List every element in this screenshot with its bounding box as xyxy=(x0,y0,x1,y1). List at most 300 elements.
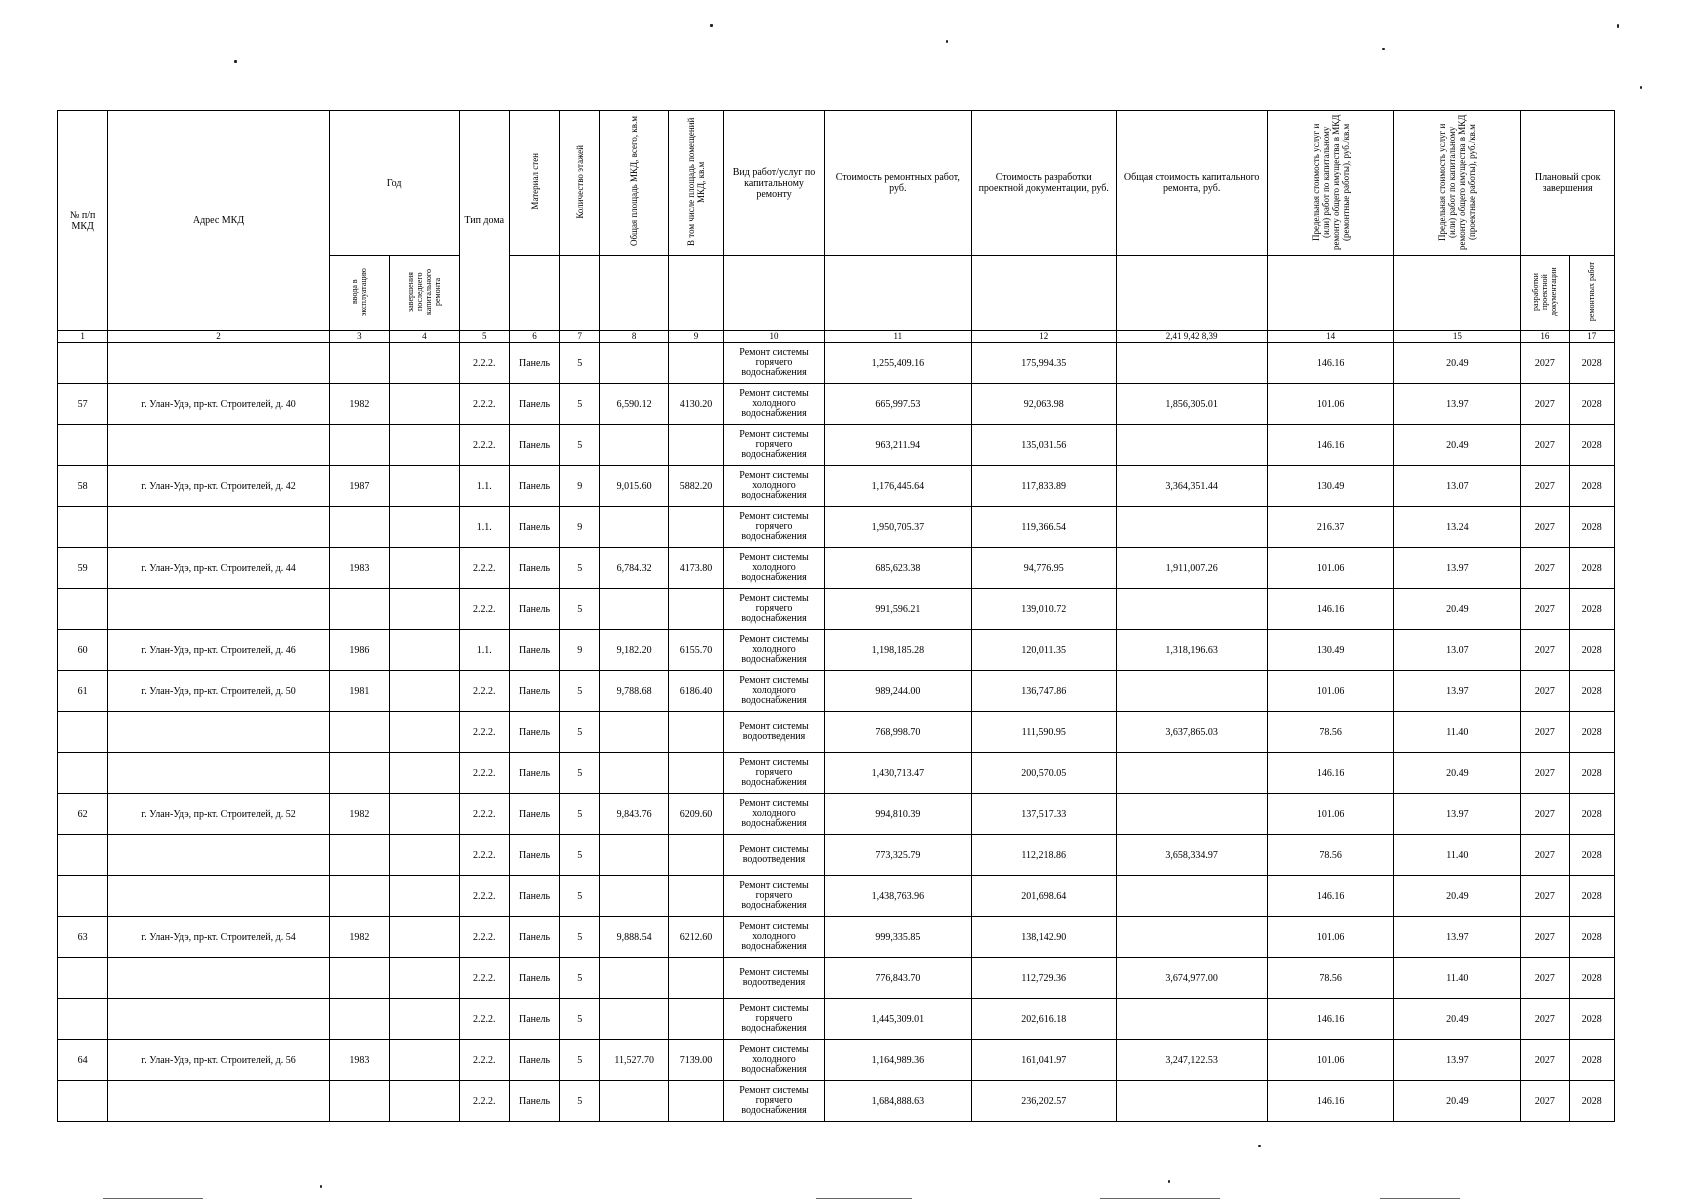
address-cell xyxy=(108,1081,329,1122)
total-cost-cell xyxy=(1116,917,1267,958)
deadline-repair-cell: 2028 xyxy=(1569,425,1614,466)
design-cost-cell: 202,616.18 xyxy=(971,999,1116,1040)
floor-count-cell: 5 xyxy=(560,671,600,712)
wall-material-cell: Панель xyxy=(509,753,559,794)
wall-material-cell: Панель xyxy=(509,835,559,876)
premises-area-cell xyxy=(668,876,723,917)
floor-count-cell: 5 xyxy=(560,589,600,630)
deadline-design-cell: 2027 xyxy=(1521,548,1569,589)
wall-material-cell: Панель xyxy=(509,425,559,466)
premises-area-cell: 4173.80 xyxy=(668,548,723,589)
address-cell: г. Улан-Удэ, пр-кт. Строителей, д. 46 xyxy=(108,630,329,671)
design-cost-cell: 201,698.64 xyxy=(971,876,1116,917)
work-type-cell: Ремонт системы холодного водоснабжения xyxy=(724,466,825,507)
column-number: 2,41 9,42 8,39 xyxy=(1116,331,1267,343)
house-type-cell: 2.2.2. xyxy=(459,343,509,384)
total-cost-cell xyxy=(1116,589,1267,630)
commission-year-cell: 1983 xyxy=(329,548,389,589)
header-year-commission: ввода в эксплуатацию xyxy=(350,267,369,316)
limit-design-cell: 20.49 xyxy=(1394,753,1521,794)
commission-year-cell xyxy=(329,835,389,876)
last-repair-year-cell xyxy=(390,917,459,958)
deadline-design-cell: 2027 xyxy=(1521,507,1569,548)
work-type-cell: Ремонт системы водоотведения xyxy=(724,835,825,876)
total-area-cell xyxy=(600,507,668,548)
repair-cost-cell: 1,255,409.16 xyxy=(824,343,971,384)
work-type-cell: Ремонт системы холодного водоснабжения xyxy=(724,917,825,958)
row-number-cell: 61 xyxy=(58,671,108,712)
column-number: 15 xyxy=(1394,331,1521,343)
deadline-design-cell: 2027 xyxy=(1521,917,1569,958)
total-cost-cell: 1,911,007.26 xyxy=(1116,548,1267,589)
premises-area-cell xyxy=(668,712,723,753)
total-cost-cell xyxy=(1116,1081,1267,1122)
work-type-cell: Ремонт системы водоотведения xyxy=(724,712,825,753)
floor-count-cell: 5 xyxy=(560,999,600,1040)
work-type-cell: Ремонт системы горячего водоснабжения xyxy=(724,343,825,384)
row-number-cell xyxy=(58,958,108,999)
table-row xyxy=(58,343,1615,384)
house-type-cell: 2.2.2. xyxy=(459,753,509,794)
deadline-repair-cell: 2028 xyxy=(1569,384,1614,425)
house-type-cell: 2.2.2. xyxy=(459,835,509,876)
deadline-repair-cell: 2028 xyxy=(1569,343,1614,384)
column-number: 4 xyxy=(390,331,459,343)
house-type-cell: 2.2.2. xyxy=(459,794,509,835)
premises-area-cell: 5882.20 xyxy=(668,466,723,507)
design-cost-cell: 138,142.90 xyxy=(971,917,1116,958)
repair-cost-cell: 999,335.85 xyxy=(824,917,971,958)
floor-count-cell: 9 xyxy=(560,630,600,671)
repair-cost-cell: 989,244.00 xyxy=(824,671,971,712)
work-type-cell: Ремонт системы холодного водоснабжения xyxy=(724,1040,825,1081)
design-cost-cell: 200,570.05 xyxy=(971,753,1116,794)
repair-cost-cell: 1,445,309.01 xyxy=(824,999,971,1040)
header-house-type: Тип дома xyxy=(459,111,509,331)
address-cell xyxy=(108,507,329,548)
work-type-cell: Ремонт системы водоотведения xyxy=(724,958,825,999)
total-cost-cell xyxy=(1116,753,1267,794)
floor-count-cell: 5 xyxy=(560,712,600,753)
last-repair-year-cell xyxy=(390,835,459,876)
deadline-design-cell: 2027 xyxy=(1521,589,1569,630)
limit-design-cell: 11.40 xyxy=(1394,712,1521,753)
address-cell: г. Улан-Удэ, пр-кт. Строителей, д. 42 xyxy=(108,466,329,507)
header-year: Год xyxy=(329,111,459,256)
design-cost-cell: 111,590.95 xyxy=(971,712,1116,753)
address-cell: г. Улан-Удэ, пр-кт. Строителей, д. 40 xyxy=(108,384,329,425)
total-area-cell xyxy=(600,1081,668,1122)
row-number-cell xyxy=(58,589,108,630)
commission-year-cell xyxy=(329,958,389,999)
total-cost-cell: 3,247,122.53 xyxy=(1116,1040,1267,1081)
limit-design-cell: 13.07 xyxy=(1394,630,1521,671)
premises-area-cell xyxy=(668,425,723,466)
repair-cost-cell: 768,998.70 xyxy=(824,712,971,753)
total-cost-cell: 3,364,351.44 xyxy=(1116,466,1267,507)
design-cost-cell: 117,833.89 xyxy=(971,466,1116,507)
address-cell: г. Улан-Удэ, пр-кт. Строителей, д. 50 xyxy=(108,671,329,712)
total-area-cell: 9,843.76 xyxy=(600,794,668,835)
premises-area-cell: 6186.40 xyxy=(668,671,723,712)
total-cost-cell: 1,318,196.63 xyxy=(1116,630,1267,671)
deadline-design-cell: 2027 xyxy=(1521,1081,1569,1122)
last-repair-year-cell xyxy=(390,712,459,753)
table-row xyxy=(58,1081,1615,1122)
deadline-repair-cell: 2028 xyxy=(1569,630,1614,671)
limit-repair-cell: 78.56 xyxy=(1267,958,1394,999)
total-area-cell xyxy=(600,343,668,384)
commission-year-cell: 1982 xyxy=(329,384,389,425)
total-cost-cell xyxy=(1116,507,1267,548)
limit-design-cell: 13.24 xyxy=(1394,507,1521,548)
row-number-cell xyxy=(58,835,108,876)
design-cost-cell: 161,041.97 xyxy=(971,1040,1116,1081)
deadline-repair-cell: 2028 xyxy=(1569,548,1614,589)
row-number-cell xyxy=(58,753,108,794)
total-area-cell xyxy=(600,999,668,1040)
table-row xyxy=(58,753,1615,794)
deadline-repair-cell: 2028 xyxy=(1569,1081,1614,1122)
house-type-cell: 2.2.2. xyxy=(459,1040,509,1081)
premises-area-cell xyxy=(668,999,723,1040)
last-repair-year-cell xyxy=(390,507,459,548)
design-cost-cell: 92,063.98 xyxy=(971,384,1116,425)
deadline-design-cell: 2027 xyxy=(1521,835,1569,876)
last-repair-year-cell xyxy=(390,466,459,507)
header-wall-material: Материал стен xyxy=(529,153,540,210)
work-type-cell: Ремонт системы горячего водоснабжения xyxy=(724,876,825,917)
header-deadline-design: разработки проектной документации xyxy=(1531,267,1559,316)
row-number-cell xyxy=(58,712,108,753)
row-number-cell: 57 xyxy=(58,384,108,425)
repair-cost-cell: 1,950,705.37 xyxy=(824,507,971,548)
commission-year-cell xyxy=(329,712,389,753)
premises-area-cell: 7139.00 xyxy=(668,1040,723,1081)
address-cell: г. Улан-Удэ, пр-кт. Строителей, д. 44 xyxy=(108,548,329,589)
column-number: 7 xyxy=(560,331,600,343)
work-type-cell: Ремонт системы холодного водоснабжения xyxy=(724,630,825,671)
table-row xyxy=(58,876,1615,917)
header-deadline-repair: ремонтных работ xyxy=(1587,261,1597,322)
limit-repair-cell: 146.16 xyxy=(1267,876,1394,917)
deadline-design-cell: 2027 xyxy=(1521,876,1569,917)
row-number-cell: 62 xyxy=(58,794,108,835)
table-row xyxy=(58,589,1615,630)
premises-area-cell xyxy=(668,343,723,384)
deadline-repair-cell: 2028 xyxy=(1569,876,1614,917)
wall-material-cell: Панель xyxy=(509,794,559,835)
commission-year-cell xyxy=(329,999,389,1040)
row-number-cell xyxy=(58,1081,108,1122)
limit-design-cell: 13.07 xyxy=(1394,466,1521,507)
total-area-cell: 9,788.68 xyxy=(600,671,668,712)
row-number-cell xyxy=(58,343,108,384)
total-cost-cell xyxy=(1116,343,1267,384)
total-area-cell xyxy=(600,753,668,794)
limit-repair-cell: 101.06 xyxy=(1267,917,1394,958)
header-premises-area: В том числе площадь помещений МКД, кв.м xyxy=(686,117,707,246)
wall-material-cell: Панель xyxy=(509,466,559,507)
wall-material-cell: Панель xyxy=(509,712,559,753)
column-number: 5 xyxy=(459,331,509,343)
address-cell: г. Улан-Удэ, пр-кт. Строителей, д. 54 xyxy=(108,917,329,958)
wall-material-cell: Панель xyxy=(509,876,559,917)
table-row xyxy=(58,384,1615,425)
floor-count-cell: 5 xyxy=(560,1040,600,1081)
premises-area-cell: 6209.60 xyxy=(668,794,723,835)
floor-count-cell: 5 xyxy=(560,425,600,466)
deadline-repair-cell: 2028 xyxy=(1569,589,1614,630)
total-cost-cell xyxy=(1116,876,1267,917)
capital-repair-table xyxy=(57,110,1615,1122)
address-cell xyxy=(108,835,329,876)
house-type-cell: 2.2.2. xyxy=(459,671,509,712)
limit-design-cell: 13.97 xyxy=(1394,794,1521,835)
commission-year-cell xyxy=(329,425,389,466)
deadline-repair-cell: 2028 xyxy=(1569,794,1614,835)
deadline-design-cell: 2027 xyxy=(1521,466,1569,507)
address-cell xyxy=(108,876,329,917)
repair-cost-cell: 1,684,888.63 xyxy=(824,1081,971,1122)
row-number-cell: 60 xyxy=(58,630,108,671)
table-row xyxy=(58,425,1615,466)
deadline-design-cell: 2027 xyxy=(1521,794,1569,835)
limit-design-cell: 20.49 xyxy=(1394,999,1521,1040)
repair-cost-cell: 1,438,763.96 xyxy=(824,876,971,917)
last-repair-year-cell xyxy=(390,343,459,384)
table-row xyxy=(58,671,1615,712)
last-repair-year-cell xyxy=(390,630,459,671)
limit-design-cell: 13.97 xyxy=(1394,384,1521,425)
limit-design-cell: 20.49 xyxy=(1394,343,1521,384)
work-type-cell: Ремонт системы холодного водоснабжения xyxy=(724,548,825,589)
premises-area-cell xyxy=(668,507,723,548)
last-repair-year-cell xyxy=(390,384,459,425)
total-area-cell: 9,888.54 xyxy=(600,917,668,958)
repair-cost-cell: 991,596.21 xyxy=(824,589,971,630)
total-area-cell xyxy=(600,425,668,466)
limit-design-cell: 13.97 xyxy=(1394,917,1521,958)
house-type-cell: 1.1. xyxy=(459,630,509,671)
commission-year-cell xyxy=(329,589,389,630)
house-type-cell: 2.2.2. xyxy=(459,999,509,1040)
row-number-cell xyxy=(58,507,108,548)
house-type-cell: 2.2.2. xyxy=(459,548,509,589)
table-row xyxy=(58,630,1615,671)
limit-design-cell: 20.49 xyxy=(1394,1081,1521,1122)
header-total-area: Общая площадь МКД, всего, кв.м xyxy=(629,116,640,247)
table-row xyxy=(58,917,1615,958)
repair-cost-cell: 665,997.53 xyxy=(824,384,971,425)
commission-year-cell xyxy=(329,507,389,548)
repair-cost-cell: 1,198,185.28 xyxy=(824,630,971,671)
design-cost-cell: 112,218.86 xyxy=(971,835,1116,876)
address-cell xyxy=(108,712,329,753)
wall-material-cell: Панель xyxy=(509,1040,559,1081)
work-type-cell: Ремонт системы холодного водоснабжения xyxy=(724,794,825,835)
deadline-repair-cell: 2028 xyxy=(1569,507,1614,548)
design-cost-cell: 175,994.35 xyxy=(971,343,1116,384)
total-area-cell: 6,784.32 xyxy=(600,548,668,589)
limit-repair-cell: 130.49 xyxy=(1267,466,1394,507)
table-row xyxy=(58,507,1615,548)
limit-repair-cell: 101.06 xyxy=(1267,671,1394,712)
total-cost-cell xyxy=(1116,794,1267,835)
deadline-repair-cell: 2028 xyxy=(1569,835,1614,876)
last-repair-year-cell xyxy=(390,1081,459,1122)
design-cost-cell: 135,031.56 xyxy=(971,425,1116,466)
house-type-cell: 2.2.2. xyxy=(459,876,509,917)
premises-area-cell xyxy=(668,958,723,999)
total-area-cell xyxy=(600,589,668,630)
repair-cost-cell: 963,211.94 xyxy=(824,425,971,466)
design-cost-cell: 137,517.33 xyxy=(971,794,1116,835)
premises-area-cell xyxy=(668,835,723,876)
house-type-cell: 1.1. xyxy=(459,507,509,548)
limit-repair-cell: 101.06 xyxy=(1267,794,1394,835)
table-row xyxy=(58,999,1615,1040)
wall-material-cell: Панель xyxy=(509,343,559,384)
commission-year-cell xyxy=(329,753,389,794)
floor-count-cell: 5 xyxy=(560,753,600,794)
total-cost-cell: 3,674,977.00 xyxy=(1116,958,1267,999)
total-cost-cell: 3,637,865.03 xyxy=(1116,712,1267,753)
limit-repair-cell: 130.49 xyxy=(1267,630,1394,671)
house-type-cell: 2.2.2. xyxy=(459,958,509,999)
header-work-type: Вид работ/услуг по капитальному ремонту xyxy=(724,111,825,256)
premises-area-cell: 4130.20 xyxy=(668,384,723,425)
total-area-cell xyxy=(600,712,668,753)
deadline-repair-cell: 2028 xyxy=(1569,1040,1614,1081)
deadline-design-cell: 2027 xyxy=(1521,425,1569,466)
table-row xyxy=(58,958,1615,999)
last-repair-year-cell xyxy=(390,1040,459,1081)
commission-year-cell: 1986 xyxy=(329,630,389,671)
limit-repair-cell: 146.16 xyxy=(1267,589,1394,630)
floor-count-cell: 5 xyxy=(560,343,600,384)
commission-year-cell: 1981 xyxy=(329,671,389,712)
design-cost-cell: 236,202.57 xyxy=(971,1081,1116,1122)
limit-repair-cell: 101.06 xyxy=(1267,1040,1394,1081)
work-type-cell: Ремонт системы горячего водоснабжения xyxy=(724,589,825,630)
header-year-last-repair: завершения последнего капитального ремонта xyxy=(406,268,443,315)
premises-area-cell: 6155.70 xyxy=(668,630,723,671)
header-deadline: Плановый срок завершения xyxy=(1521,111,1615,256)
floor-count-cell: 5 xyxy=(560,384,600,425)
row-number-cell: 64 xyxy=(58,1040,108,1081)
work-type-cell: Ремонт системы горячего водоснабжения xyxy=(724,1081,825,1122)
limit-design-cell: 11.40 xyxy=(1394,958,1521,999)
deadline-design-cell: 2027 xyxy=(1521,958,1569,999)
deadline-design-cell: 2027 xyxy=(1521,384,1569,425)
work-type-cell: Ремонт системы холодного водоснабжения xyxy=(724,671,825,712)
deadline-repair-cell: 2028 xyxy=(1569,466,1614,507)
address-cell xyxy=(108,999,329,1040)
last-repair-year-cell xyxy=(390,999,459,1040)
deadline-design-cell: 2027 xyxy=(1521,999,1569,1040)
table-row xyxy=(58,835,1615,876)
total-area-cell: 9,182.20 xyxy=(600,630,668,671)
last-repair-year-cell xyxy=(390,753,459,794)
commission-year-cell: 1987 xyxy=(329,466,389,507)
table-row xyxy=(58,712,1615,753)
limit-design-cell: 20.49 xyxy=(1394,876,1521,917)
premises-area-cell xyxy=(668,1081,723,1122)
limit-repair-cell: 216.37 xyxy=(1267,507,1394,548)
repair-cost-cell: 1,176,445.64 xyxy=(824,466,971,507)
floor-count-cell: 5 xyxy=(560,917,600,958)
header-address: Адрес МКД xyxy=(108,111,329,331)
deadline-design-cell: 2027 xyxy=(1521,671,1569,712)
last-repair-year-cell xyxy=(390,589,459,630)
header-design-cost: Стоимость разработки проектной документации, руб. xyxy=(971,111,1116,256)
total-cost-cell xyxy=(1116,999,1267,1040)
limit-repair-cell: 146.16 xyxy=(1267,999,1394,1040)
header-total-cost: Общая стоимость капитального ремонта, руб. xyxy=(1116,111,1267,256)
design-cost-cell: 112,729.36 xyxy=(971,958,1116,999)
design-cost-cell: 120,011.35 xyxy=(971,630,1116,671)
deadline-design-cell: 2027 xyxy=(1521,630,1569,671)
limit-repair-cell: 146.16 xyxy=(1267,1081,1394,1122)
row-number-cell: 59 xyxy=(58,548,108,589)
floor-count-cell: 5 xyxy=(560,835,600,876)
work-type-cell: Ремонт системы горячего водоснабжения xyxy=(724,425,825,466)
limit-design-cell: 20.49 xyxy=(1394,589,1521,630)
row-number-cell xyxy=(58,425,108,466)
column-number: 11 xyxy=(824,331,971,343)
column-number: 2 xyxy=(108,331,329,343)
floor-count-cell: 5 xyxy=(560,1081,600,1122)
work-type-cell: Ремонт системы холодного водоснабжения xyxy=(724,384,825,425)
table-row xyxy=(58,466,1615,507)
total-area-cell xyxy=(600,958,668,999)
address-cell: г. Улан-Удэ, пр-кт. Строителей, д. 52 xyxy=(108,794,329,835)
deadline-repair-cell: 2028 xyxy=(1569,917,1614,958)
column-number-row xyxy=(58,331,1615,343)
row-number-cell: 58 xyxy=(58,466,108,507)
column-number: 12 xyxy=(971,331,1116,343)
limit-design-cell: 13.97 xyxy=(1394,548,1521,589)
wall-material-cell: Панель xyxy=(509,958,559,999)
deadline-repair-cell: 2028 xyxy=(1569,671,1614,712)
repair-cost-cell: 1,430,713.47 xyxy=(824,753,971,794)
address-cell xyxy=(108,589,329,630)
design-cost-cell: 119,366.54 xyxy=(971,507,1116,548)
premises-area-cell: 6212.60 xyxy=(668,917,723,958)
limit-repair-cell: 101.06 xyxy=(1267,384,1394,425)
deadline-repair-cell: 2028 xyxy=(1569,712,1614,753)
design-cost-cell: 94,776.95 xyxy=(971,548,1116,589)
commission-year-cell xyxy=(329,1081,389,1122)
floor-count-cell: 5 xyxy=(560,548,600,589)
column-number: 6 xyxy=(509,331,559,343)
address-cell xyxy=(108,753,329,794)
address-cell xyxy=(108,958,329,999)
wall-material-cell: Панель xyxy=(509,548,559,589)
repair-cost-cell: 776,843.70 xyxy=(824,958,971,999)
house-type-cell: 2.2.2. xyxy=(459,384,509,425)
floor-count-cell: 9 xyxy=(560,466,600,507)
wall-material-cell: Панель xyxy=(509,589,559,630)
commission-year-cell xyxy=(329,343,389,384)
header-limit-design: Предельная стоимость услуг и (или) работ по капитальному ремонту общего имущества в МКД (проектные работы), руб./кв.м xyxy=(1437,113,1478,250)
table-row xyxy=(58,1040,1615,1081)
column-number: 9 xyxy=(668,331,723,343)
address-cell: г. Улан-Удэ, пр-кт. Строителей, д. 56 xyxy=(108,1040,329,1081)
total-cost-cell: 1,856,305.01 xyxy=(1116,384,1267,425)
deadline-repair-cell: 2028 xyxy=(1569,958,1614,999)
